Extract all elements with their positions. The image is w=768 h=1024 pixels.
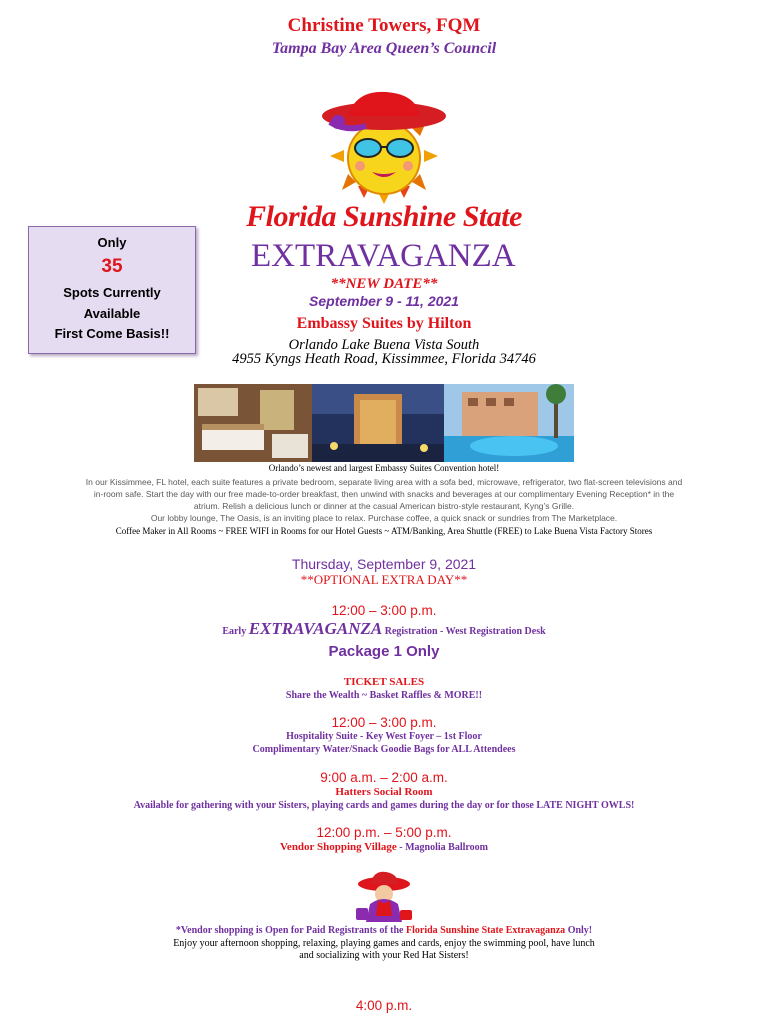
hotel-name: Embassy Suites by Hilton <box>296 315 472 332</box>
red-hat-sun-logo <box>316 86 452 204</box>
hospitality-suite: Hospitality Suite - Key West Foyer – 1st Floor <box>286 731 482 742</box>
event-title: EXTRAVAGANZA <box>251 238 516 274</box>
hotel-amenities: Coffee Maker in All Rooms ~ FREE WIFI in Rooms for our Hotel Guests ~ ATM/Banking, Area Shuttle (FREE) to Lake Buena Vista Factory Stores <box>115 526 653 536</box>
hotel-location: Orlando Lake Buena Vista South <box>288 337 480 353</box>
spots-available-label: Available <box>83 306 141 321</box>
vendor-note-event: Florida Sunshine State Extravaganza <box>406 925 566 936</box>
vendor-village <box>0 841 768 853</box>
hotel-room-photo <box>194 384 312 462</box>
hotel-pool-photo <box>444 384 574 462</box>
red-hat-lady-icon <box>350 870 418 926</box>
hatters-room-text: Available for gathering with your Sisters, playing cards and games during the day or for those LATE NIGHT OWLS! <box>133 800 635 811</box>
vendor-heading: Vendor Shopping Village <box>280 841 397 853</box>
time-slot: 12:00 – 3:00 p.m. <box>331 603 437 618</box>
event-script-title: Florida Sunshine State <box>246 200 522 233</box>
goodie-bags-text: Complimentary Water/Snack Goodie Bags for ALL Attendees <box>252 744 516 755</box>
early-extravaganza: EXTRAVAGANZA <box>248 619 383 638</box>
early-registration <box>0 619 768 639</box>
spots-only-label: Only <box>97 235 127 250</box>
optional-day-label: **OPTIONAL EXTRA DAY** <box>300 572 468 587</box>
spots-count: 35 <box>101 256 123 277</box>
vendor-note-post: Only! <box>565 925 593 936</box>
enjoy-text-line: and socializing with your Red Hat Sisters! <box>299 950 469 961</box>
hatters-room-heading: Hatters Social Room <box>335 786 433 798</box>
hotel-photos <box>194 384 574 462</box>
vendor-note <box>0 925 768 936</box>
time-slot: 12:00 p.m. – 5:00 p.m. <box>316 825 452 840</box>
hotel-desc-line: in-room safe. Start the day with our free made-to-order breakfast, then unwind with snacks and beverages at our complimentary Evening Reception* in the <box>93 489 675 499</box>
ticket-sales-heading: TICKET SALES <box>343 676 425 688</box>
time-slot: 12:00 – 3:00 p.m. <box>331 715 437 730</box>
hotel-desc-title: Orlando’s newest and largest Embassy Suites Convention hotel! <box>268 463 500 473</box>
time-slot: 9:00 a.m. – 2:00 a.m. <box>320 770 448 785</box>
time-slot: 4:00 p.m. <box>355 998 413 1013</box>
package-label: Package 1 Only <box>328 643 440 660</box>
page-title: Christine Towers, FQM <box>287 15 481 36</box>
event-dates: September 9 - 11, 2021 <box>309 293 459 309</box>
enjoy-text-line: Enjoy your afternoon shopping, relaxing, playing games and cards, enjoy the swimming pool, have lunch <box>173 938 595 949</box>
vendor-note-pre: *Vendor shopping is Open for Paid Registrants of the <box>175 925 406 936</box>
spots-available-box <box>28 226 196 354</box>
share-wealth-text: Share the Wealth ~ Basket Raffles & MORE!! <box>285 690 483 701</box>
spots-basis-label: First Come Basis!! <box>54 326 170 341</box>
hotel-desc-line: Our lobby lounge, The Oasis, is an inviting place to relax. Purchase coffee, a quick snack or sundries from The Marketplace. <box>150 513 618 523</box>
page-subtitle: Tampa Bay Area Queen’s Council <box>271 40 497 57</box>
new-date-label: **NEW DATE** <box>330 276 438 292</box>
vendor-location: - Magnolia Ballroom <box>396 842 488 853</box>
hotel-address: 4955 Kyngs Heath Road, Kissimmee, Florida 34746 <box>232 351 536 367</box>
early-pre: Early <box>222 626 249 637</box>
hotel-description <box>20 476 748 524</box>
spots-currently-label: Spots Currently <box>63 285 161 300</box>
hotel-desc-line: atrium. Relish a delicious lunch or dinner at the casual American bistro-style restaurant, Kyng’s Grille. <box>193 501 575 511</box>
schedule-day: Thursday, September 9, 2021 <box>291 556 477 572</box>
early-post: Registration - West Registration Desk <box>382 626 546 637</box>
hotel-exterior-photo <box>312 384 444 462</box>
hotel-desc-line: In our Kissimmee, FL hotel, each suite features a private bedroom, separate living area with a sofa bed, microwave, refrigerator, two flat-screen televisions and <box>85 477 683 487</box>
